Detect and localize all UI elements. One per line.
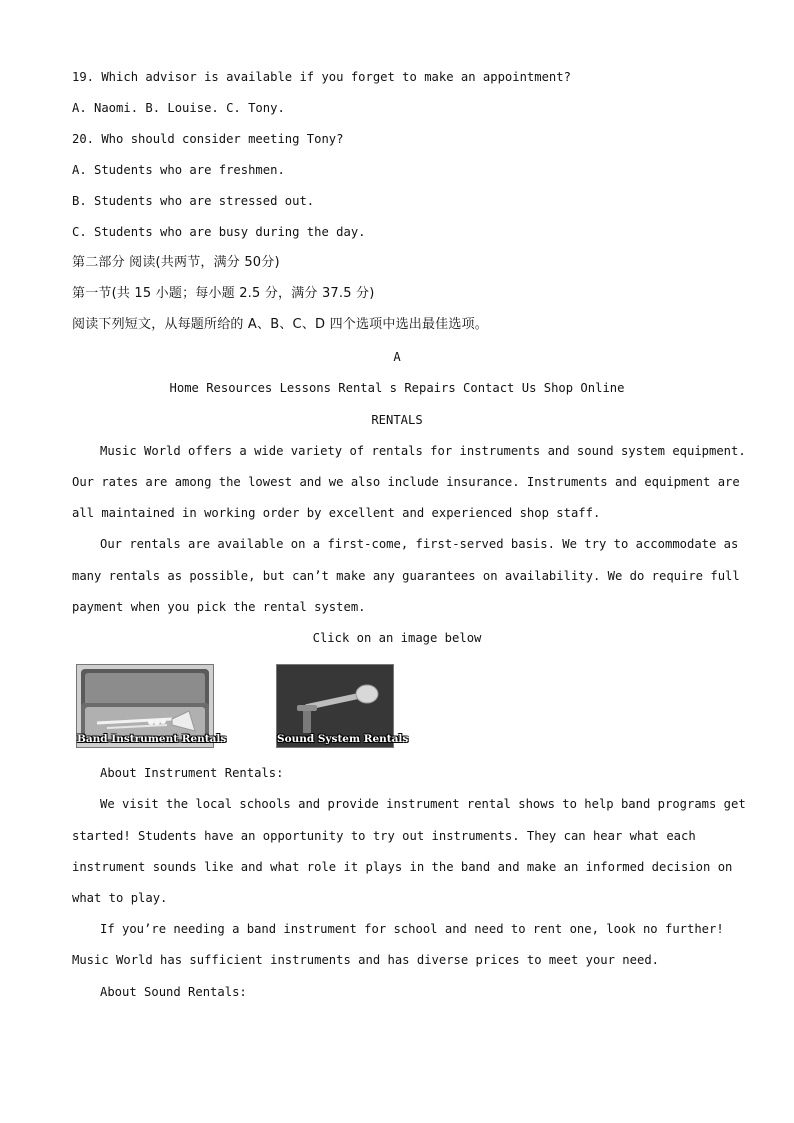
question-20-option-b: B. Students who are stressed out. [72,194,315,208]
paragraph-1-line-3: all maintained in working order by excellent and experienced shop staff. [72,506,601,520]
paragraph-4-line-1: If you’re needing a band instrument for school and need to rent one, look no further! [100,922,724,936]
about-instrument-rentals-heading: About Instrument Rentals: [100,766,284,780]
paragraph-1-line-2: Our rates are among the lowest and we also include insurance. Instruments and equipment are [72,475,740,489]
paragraph-2-line-1: Our rentals are available on a first-come, first-served basis. We try to accommodate as [100,537,739,551]
question-20: 20. Who should consider meeting Tony? [72,132,344,146]
paragraph-3-line-2: started! Students have an opportunity to try out instruments. They can hear what each [72,829,696,843]
paragraph-4-line-2: Music World has sufficient instruments and has diverse prices to meet your need. [72,953,659,967]
part2-heading: 第二部分 阅读(共两节，满分 50分) [72,255,280,270]
question-19: 19. Which advisor is available if you forget to make an appointment? [72,70,571,84]
paragraph-1-line-1: Music World offers a wide variety of rentals for instruments and sound system equipment. [100,444,746,458]
paragraph-3-line-1: We visit the local schools and provide instrument rental shows to help band programs get [100,797,746,811]
rentals-title: RENTALS [371,413,423,427]
about-sound-rentals-heading: About Sound Rentals: [100,985,247,999]
part2-section1-heading: 第一节(共 15 小题；每小题 2.5 分，满分 37.5 分) [72,286,375,301]
passage-letter: A [393,350,401,364]
question-20-option-c: C. Students who are busy during the day. [72,225,366,239]
paragraph-3-line-3: instrument sounds like and what role it plays in the band and make an informed decision on [72,860,733,874]
paragraph-2-line-3: payment when you pick the rental system. [72,600,366,614]
question-19-options: A. Naomi. B. Louise. C. Tony. [72,101,285,115]
paragraph-2-line-2: many rentals as possible, but can’t make any guarantees on availability. We do require full [72,569,740,583]
part2-instruction: 阅读下列短文，从每题所给的 A、B、C、D 四个选项中选出最佳选项。 [72,317,488,332]
paragraph-3-line-4: what to play. [72,891,168,905]
band-instrument-rentals-caption: Band Instrument Rentals [77,733,227,745]
website-nav: Home Resources Lessons Rental s Repairs Contact Us Shop Online [169,381,625,395]
sound-system-rentals-caption: Sound System Rentals [277,733,409,745]
click-prompt: Click on an image below [312,631,482,645]
sound-system-rentals-image[interactable] [276,664,409,748]
band-instrument-rentals-image[interactable] [76,664,227,748]
question-20-option-a: A. Students who are freshmen. [72,163,285,177]
